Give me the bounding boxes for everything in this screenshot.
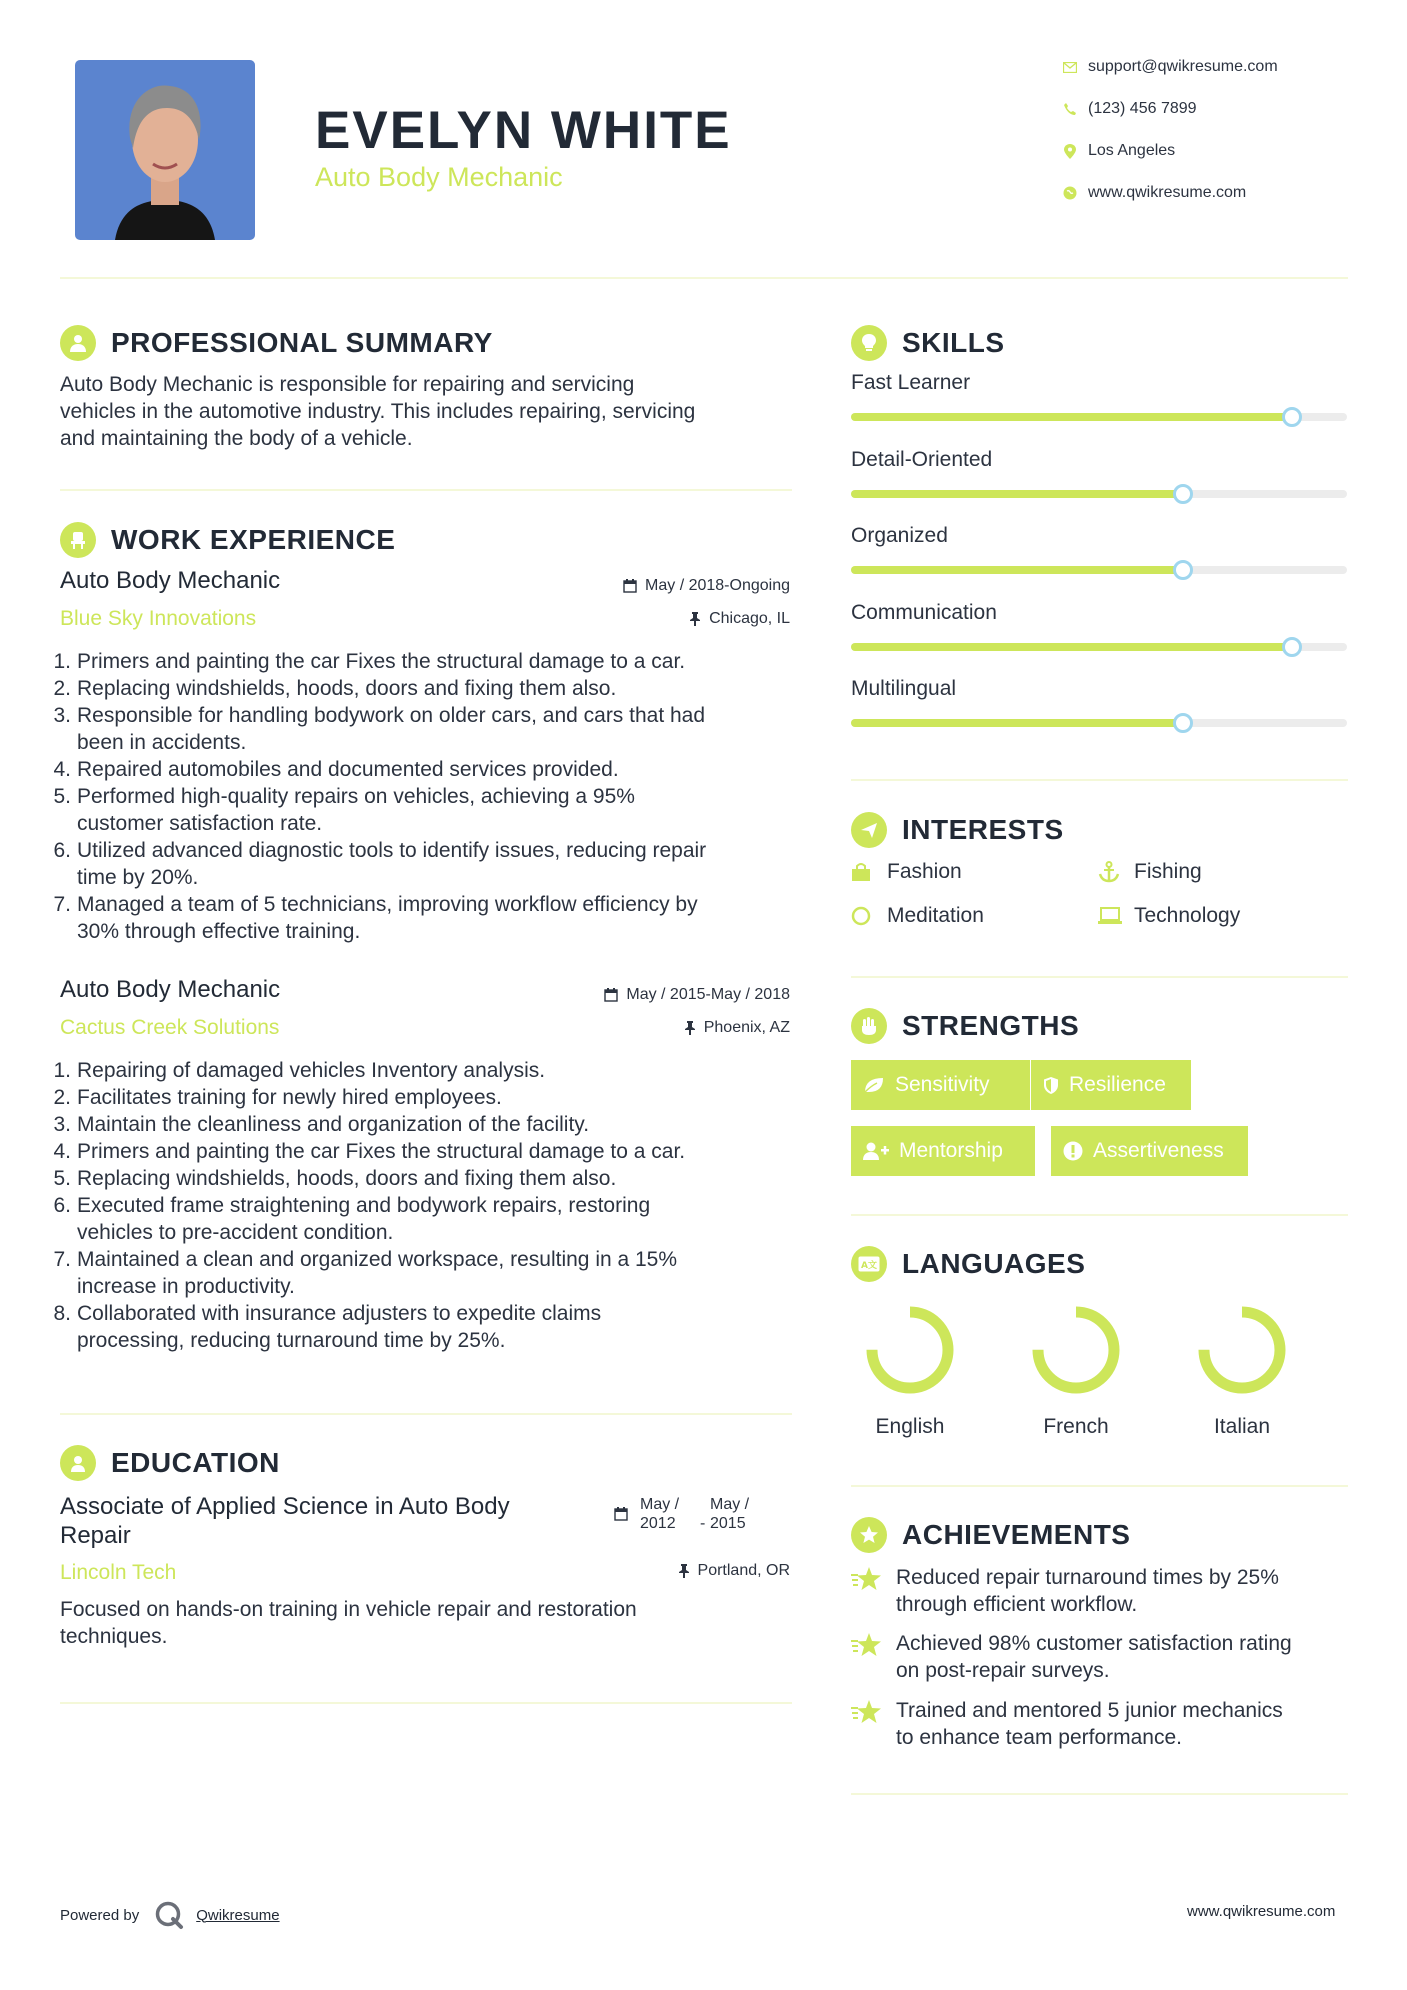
duty-item: 7. Maintained a clean and organized workspace, resulting in a 15% increase in productivity.: [53, 1248, 678, 1298]
achievement-line: Trained and mentored 5 junior mechanics: [896, 1699, 1283, 1722]
duty-item: 7. Managed a team of 5 technicians, improving workflow efficiency by 30% through effective training.: [53, 893, 698, 943]
interests-title: INTERESTS: [902, 814, 1064, 845]
skill-slider-knob: [1282, 407, 1302, 427]
lightbulb-icon: [851, 325, 887, 361]
skill-slider-track: [851, 643, 1347, 651]
language-item: [850, 1300, 970, 1439]
duty-item: 2. Replacing windshields, hoods, doors and fixing them also.: [53, 677, 617, 700]
achievements-title: ACHIEVEMENTS: [902, 1519, 1131, 1550]
work-heading: [60, 522, 395, 558]
language-ring-arc: [1204, 1312, 1280, 1388]
duty-item: 4. Primers and painting the car Fixes the structural damage to a car.: [53, 1140, 686, 1163]
language-ring-arc: [1038, 1312, 1114, 1388]
language-label: French: [1043, 1415, 1109, 1438]
paper-plane-icon: [851, 812, 887, 848]
job-location-text: Chicago, IL: [709, 610, 790, 627]
education-divider: [60, 1702, 792, 1704]
summary-line: vehicles in the automotive industry. This includes repairing, servicing: [60, 400, 696, 423]
skill-label: Fast Learner: [851, 371, 971, 394]
skills-title: SKILLS: [902, 327, 1005, 358]
language-label: English: [875, 1415, 945, 1438]
achievements-heading: [851, 1517, 1130, 1553]
achievement-item: [851, 1564, 1351, 1618]
skill-slider-knob: [1282, 637, 1302, 657]
skill-slider-track: [851, 719, 1347, 727]
star-icon: [851, 1564, 896, 1618]
duty-item: 3. Maintain the cleanliness and organization of the facility.: [53, 1113, 590, 1136]
pushpin-icon: [689, 612, 701, 626]
job-role: Auto Body Mechanic: [60, 976, 281, 1003]
job-location: [540, 1019, 790, 1037]
languages-heading: [851, 1246, 1085, 1282]
school-name: Lincoln Tech: [60, 1561, 177, 1584]
skill-label: Communication: [851, 600, 997, 624]
work-title: WORK EXPERIENCE: [111, 524, 396, 555]
job-location-text: Phoenix, AZ: [703, 1019, 790, 1036]
skills-divider: [851, 779, 1348, 781]
contact-email: [1052, 58, 1278, 76]
chair-icon: [60, 522, 96, 558]
achievement-line: Reduced repair turnaround times by 25%: [896, 1566, 1279, 1589]
circle-icon: [851, 906, 887, 926]
languages-title: LANGUAGES: [902, 1248, 1086, 1279]
footer-powered-by: Powered by Qwikresume: [60, 1900, 280, 1930]
skill-slider-track: [851, 566, 1347, 574]
contact-phone: [1052, 100, 1197, 118]
duty-item: 4. Repaired automobiles and documented services provided.: [53, 758, 619, 781]
language-ring-gauge: [1192, 1300, 1292, 1400]
duty-item: 6. Utilized advanced diagnostic tools to identify issues, reducing repair time by 20%.: [53, 839, 707, 889]
language-item: [1016, 1300, 1136, 1439]
phone-icon: [1052, 102, 1088, 116]
strength-badge: Mentorship: [851, 1126, 1035, 1176]
skill-label: Detail-Oriented: [851, 447, 993, 471]
skill-slider-fill: [851, 490, 1183, 498]
interest-item: Fashion: [851, 860, 962, 884]
skill-slider-fill: [851, 643, 1292, 651]
duty-item: 6. Executed frame straightening and bodywork repairs, restoring vehicles to pre-accident condition.: [53, 1194, 651, 1244]
graduate-icon: [60, 1445, 96, 1481]
languages-divider: [851, 1485, 1348, 1487]
strength-badge: Assertiveness: [1051, 1126, 1248, 1176]
candidate-title: Auto Body Mechanic: [315, 162, 563, 192]
duty-item: 1. Repairing of damaged vehicles Inventory analysis.: [53, 1059, 546, 1082]
job-dates-text: May / 2015-May / 2018: [626, 986, 790, 1003]
education-description: Focused on hands-on training in vehicle repair and restoration techniques.: [60, 1598, 637, 1648]
job-location: [540, 610, 790, 628]
interest-item: Technology: [1098, 904, 1240, 928]
language-icon: [851, 1246, 887, 1282]
education-heading: [60, 1445, 280, 1481]
contact-website: [1052, 184, 1246, 202]
star-icon: [851, 1630, 896, 1684]
education-location: Portland, OR: [540, 1562, 790, 1580]
summary-text: [60, 371, 820, 452]
duty-item: 5. Replacing windshields, hoods, doors and fixing them also.: [53, 1167, 617, 1190]
job-duties: [53, 648, 793, 945]
skill-item: [851, 371, 1347, 421]
skill-item: [851, 677, 1347, 727]
job-dates: [540, 577, 790, 595]
skill-item: [851, 448, 1347, 498]
strength-badge: Resilience: [1031, 1060, 1191, 1110]
skill-slider-fill: [851, 566, 1183, 574]
skill-slider-fill: [851, 719, 1183, 727]
website-text[interactable]: www.qwikresume.com: [1088, 184, 1247, 201]
interests-heading: [851, 812, 1064, 848]
skill-slider-track: [851, 413, 1347, 421]
anchor-icon: [1098, 861, 1134, 883]
globe-icon: [1052, 186, 1088, 200]
calendar-icon: [623, 579, 637, 593]
header-divider: [60, 277, 1348, 279]
summary-line: Auto Body Mechanic is responsible for repairing and servicing: [60, 373, 635, 396]
job-company: Cactus Creek Solutions: [60, 1016, 280, 1039]
phone-text: (123) 456 7899: [1088, 100, 1197, 117]
job-dates-text: May / 2018-Ongoing: [645, 577, 790, 594]
duty-item: 5. Performed high-quality repairs on vehicles, achieving a 95% customer satisfaction rate.: [53, 785, 635, 835]
interest-item: Fishing: [1098, 860, 1202, 884]
candidate-name: EVELYN WHITE: [315, 101, 732, 160]
achievement-item: [851, 1630, 1351, 1684]
summary-heading: [60, 325, 493, 361]
duty-item: 1. Primers and painting the car Fixes the structural damage to a car.: [53, 650, 686, 673]
language-ring-gauge: [860, 1300, 960, 1400]
star-badge-icon: [851, 1517, 887, 1553]
achievement-line: Achieved 98% customer satisfaction rating: [896, 1632, 1292, 1655]
achievement-line: to enhance team performance.: [896, 1726, 1183, 1749]
skill-slider-track: [851, 490, 1347, 498]
footer-url[interactable]: www.qwikresume.com: [1187, 1903, 1336, 1920]
hand-icon: [851, 1008, 887, 1044]
skill-slider-knob: [1173, 713, 1193, 733]
leaf-icon: [863, 1076, 885, 1094]
strengths-title: STRENGTHS: [902, 1010, 1080, 1041]
strength-badge: Sensitivity: [851, 1060, 1030, 1110]
duty-item: 8. Collaborated with insurance adjusters to expedite claims processing, reducing turnaround time by 25%.: [53, 1302, 602, 1352]
skill-slider-knob: [1173, 560, 1193, 580]
interests-divider: [851, 976, 1348, 978]
skill-label: Organized: [851, 524, 948, 547]
strengths-heading: [851, 1008, 1079, 1044]
svg-text:A文: A文: [861, 1261, 877, 1271]
skill-slider-knob: [1173, 484, 1193, 504]
map-pin-icon: [1052, 144, 1088, 159]
location-text: Los Angeles: [1088, 142, 1176, 159]
summary-line: and maintaining the body of a vehicle.: [60, 427, 413, 450]
job-company: Blue Sky Innovations: [60, 607, 257, 630]
user-icon: [60, 325, 96, 361]
achievement-line: on post-repair surveys.: [896, 1659, 1110, 1682]
job-duties: [53, 1057, 793, 1354]
achievement-line: through efficient workflow.: [896, 1593, 1138, 1616]
contact-location: [1052, 142, 1175, 160]
email-text[interactable]: support@qwikresume.com: [1088, 58, 1278, 75]
skill-label: Multilingual: [851, 677, 957, 700]
achievements-divider: [851, 1793, 1348, 1795]
work-divider: [60, 1413, 792, 1415]
laptop-icon: [1098, 907, 1134, 925]
language-item: [1182, 1300, 1302, 1439]
education-title: EDUCATION: [111, 1447, 280, 1478]
interest-item: Meditation: [851, 904, 984, 928]
achievement-item: [851, 1697, 1351, 1751]
education-dates: May / 2012 - May / 2015: [614, 1495, 749, 1533]
duty-item: 2. Facilitates training for newly hired employees.: [53, 1086, 502, 1109]
summary-divider: [60, 489, 792, 491]
degree-title: Associate of Applied Science in Auto Body Repair: [60, 1493, 510, 1549]
qwikresume-logo-icon: [154, 1900, 184, 1930]
strengths-divider: [851, 1214, 1348, 1216]
calendar-icon: [604, 988, 618, 1002]
profile-photo: [75, 60, 255, 240]
language-label: Italian: [1213, 1415, 1271, 1438]
job-role: Auto Body Mechanic: [60, 567, 281, 594]
shopping-bag-icon: [851, 862, 887, 882]
exclamation-icon: [1063, 1141, 1083, 1161]
star-icon: [851, 1697, 896, 1751]
pushpin-icon: [684, 1021, 696, 1035]
shield-icon: [1043, 1076, 1059, 1095]
qwikresume-link[interactable]: Qwikresume: [196, 1906, 280, 1924]
skill-item: [851, 524, 1347, 574]
pushpin-icon: [678, 1564, 690, 1578]
skill-slider-fill: [851, 413, 1292, 421]
summary-title: PROFESSIONAL SUMMARY: [111, 327, 493, 358]
job-dates: [540, 986, 790, 1004]
duty-item: 3. Responsible for handling bodywork on older cars, and cars that had been in accidents.: [53, 704, 706, 754]
language-ring-gauge: [1026, 1300, 1126, 1400]
calendar-icon: [614, 1507, 628, 1521]
language-ring-arc: [872, 1312, 948, 1388]
envelope-icon: [1052, 62, 1088, 73]
skill-item: [851, 601, 1347, 651]
skills-heading: [851, 325, 1005, 361]
user-plus-icon: [863, 1141, 889, 1161]
